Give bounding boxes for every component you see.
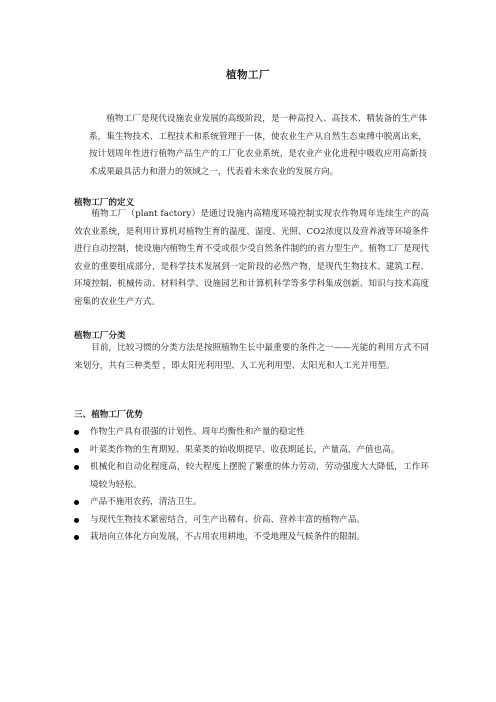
list-item: 产品不施用农药，清洁卫生。 bbox=[74, 494, 429, 512]
definition-paragraph: 植物工厂（plant factory）是通过设施内高精度环境控制实现农作物周年连续生产的高效农业系统，是利用计算机对植物生育的温度、湿度、光照、CO2浓度以及营养液等环境条件进行自动控制，使设施内植物生育不受或很少受自然条件制约的省力型生产。植物工厂是现代农业的重要组成部分，是科学技术发展到一定阶段的必然产物，是现代生物技术、建筑工程、环境控制、机械传动、材料科学、设施园艺和计算机科学等多学科集成创新、知识与技术高度密集的农业生产方式。 bbox=[74, 209, 429, 307]
intro-paragraph: 植物工厂是现代设施农业发展的高级阶段，是一种高投入、高技术、精装备的生产体系，集生物技术、工程技术和系统管理于一体，使农业生产从自然生态束缚中脱离出来，按计划周年性进行植物产品生产的工厂化农业系统，是农业产业化进程中吸收应用高新技术成果最具活力和潜力的领域之一，代表着未来农业的发展方向。 bbox=[89, 114, 427, 177]
bullet-icon bbox=[74, 500, 79, 505]
page-title: 植物工厂 bbox=[226, 69, 270, 81]
bullet-icon bbox=[74, 465, 79, 470]
list-item: 与现代生物技术紧密结合，可生产出稀有、价高、营养丰富的植物产品。 bbox=[74, 512, 429, 530]
list-item: 机械化和自动化程度高，较大程度上摆脱了繁重的体力劳动，劳动强度大大降低，工作环境较为轻松。 bbox=[74, 459, 429, 494]
bullet-icon bbox=[74, 535, 79, 540]
classification-paragraph: 目前，比较习惯的分类方法是按照植物生长中最重要的条件之一——光能的利用方式不同来划分，共有三种类型 ，即太阳光利用型、人工光利用型、太阳光和人工光并用型。 bbox=[74, 343, 429, 371]
list-item: 栽培向立体化方向发展，不占用农用耕地，不受地理及气候条件的限制。 bbox=[74, 529, 429, 547]
definition-heading: 植物工厂的定义 bbox=[74, 198, 135, 208]
bullet-icon bbox=[74, 518, 79, 523]
advantages-list bbox=[74, 424, 429, 547]
list-item: 叶菜类作物的生育期短、果菜类的始收期提早、收获期延长，产量高，产值也高。 bbox=[74, 442, 429, 460]
classification-heading: 植物工厂分类 bbox=[74, 331, 126, 341]
list-item: 作物生产具有很强的计划性、周年均衡性和产量的稳定性 bbox=[74, 424, 429, 442]
advantages-heading: 三、植物工厂优势 bbox=[74, 410, 143, 420]
bullet-icon bbox=[74, 430, 79, 435]
bullet-icon bbox=[74, 448, 79, 453]
